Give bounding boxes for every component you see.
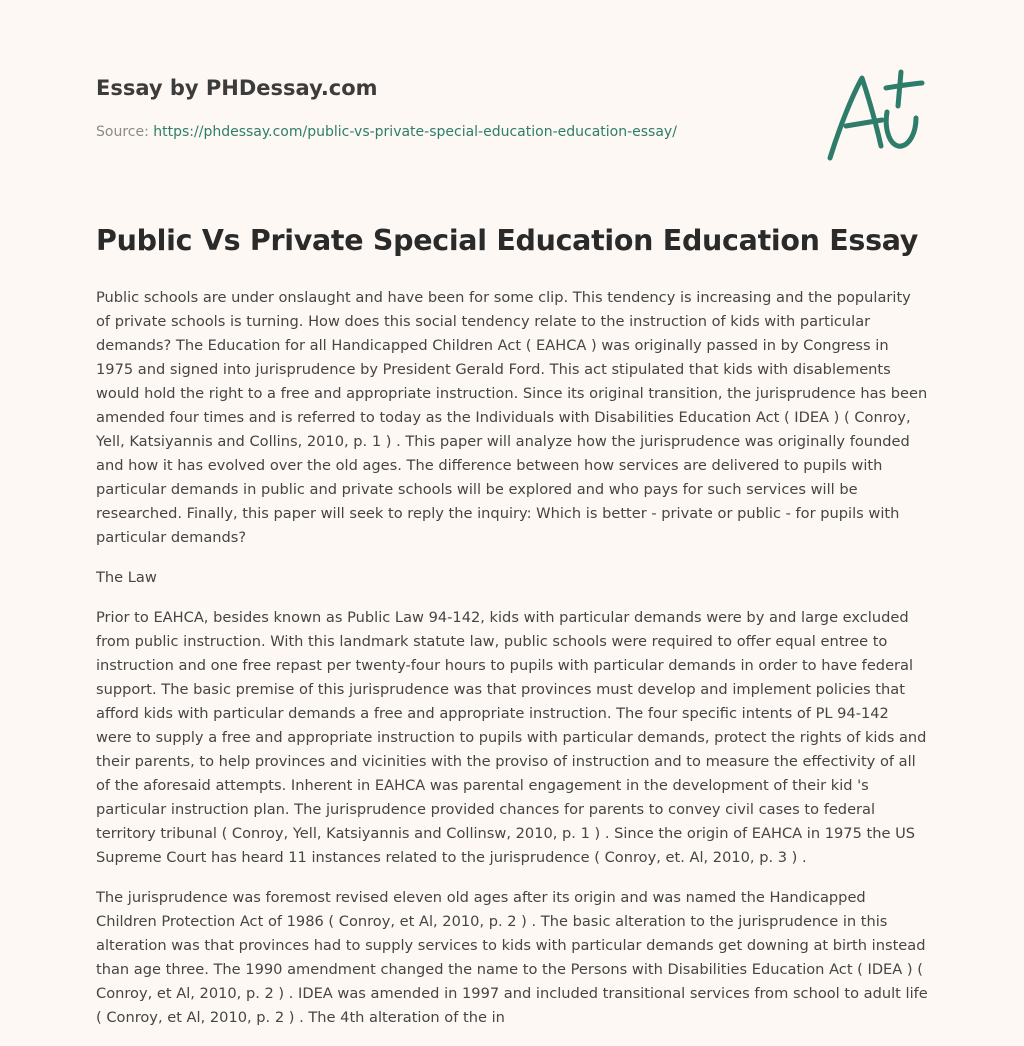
paragraph-revisions: The jurisprudence was foremost revised eleven old ages after its origin and was named the Handicapped Children Protection Act of 1986 ( Conroy, et Al, 2010, p. 2 ) . The basic alteration to the jurisprudence in this alteration was that provinces had to supply services to kids with particular demands get downing at birth instead than age three. The 1990 amendment changed the name to the Persons with Disabilities Education Act ( IDEA ) ( Conroy, et Al, 2010, p. 2 ) . IDEA was amended in 1997 and included transitional services from school to adult life ( Conroy, et Al, 2010, p. 2 ) . The 4th alteration of the in — [96, 889, 928, 1026]
site-title: Essay by PHDessay.com — [96, 76, 378, 100]
paragraph-law: Prior to EAHCA, besides known as Public Law 94-142, kids with particular demands were by and large excluded from public instruction. With this landmark statute law, public schools were required to offer equal entree to instruction and one free repast per twenty-four hours to pupils with particular demands in order to have federal support. The basic premise of this jurisprudence was that provinces must develop and implement policies that afford kids with particular demands a free and appropriate instruction. The four specific intents of PL 94-142 were to supply a free and appropriate instruction to pupils with particular demands, protect the rights of kids and their parents, to help provinces and vicinities with the proviso of instruction and to measure the effectivity of all of the aforesaid attempts. Inherent in EAHCA was parental engagement in the development of their kid 's particular instruction plan. The jurisprudence provided chances for parents to convey civil cases to federal territory tribunal ( Conroy, Yell, Katsiyannis and Collinsw, 2010, p. 1 ) . Since the origin of EAHCA in 1975 the US Supreme Court has heard 11 instances related to the jurisprudence ( Conroy, et. Al, 2010, p. 3 ) . — [96, 609, 927, 866]
paragraph-intro: Public schools are under onslaught and have been for some clip. This tendency is increasing and the popularity of private schools is turning. How does this social tendency relate to the instruction of kids with particular demands? The Education for all Handicapped Children Act ( EAHCA ) was originally passed in by Congress in 1975 and signed into jurisprudence by President Gerald Ford. This act stipulated that kids with disablements would hold the right to a free and appropriate instruction. Since its original transition, the jurisprudence has been amended four times and is referred to today as the Individuals with Disabilities Education Act ( IDEA ) ( Conroy, Yell, Katsiyannis and Collins, 2010, p. 1 ) . This paper will analyze how the jurisprudence was originally founded and how it has evolved over the old ages. The difference between how services are delivered to pupils with particular demands in public and private schools will be explored and who pays for such services will be researched. Finally, this paper will seek to reply the inquiry: Which is better - private or public - for pupils with particular demands? — [96, 289, 928, 546]
essay-body — [96, 286, 928, 1046]
a-plus-logo-icon — [824, 66, 928, 164]
section-heading: The Law — [96, 569, 157, 586]
source-link[interactable]: https://phdessay.com/public-vs-private-special-education-education-essay/ — [153, 124, 677, 140]
source-label: Source: — [96, 124, 149, 140]
source-line — [96, 124, 677, 140]
essay-title: Public Vs Private Special Education Education Essay — [96, 224, 919, 257]
